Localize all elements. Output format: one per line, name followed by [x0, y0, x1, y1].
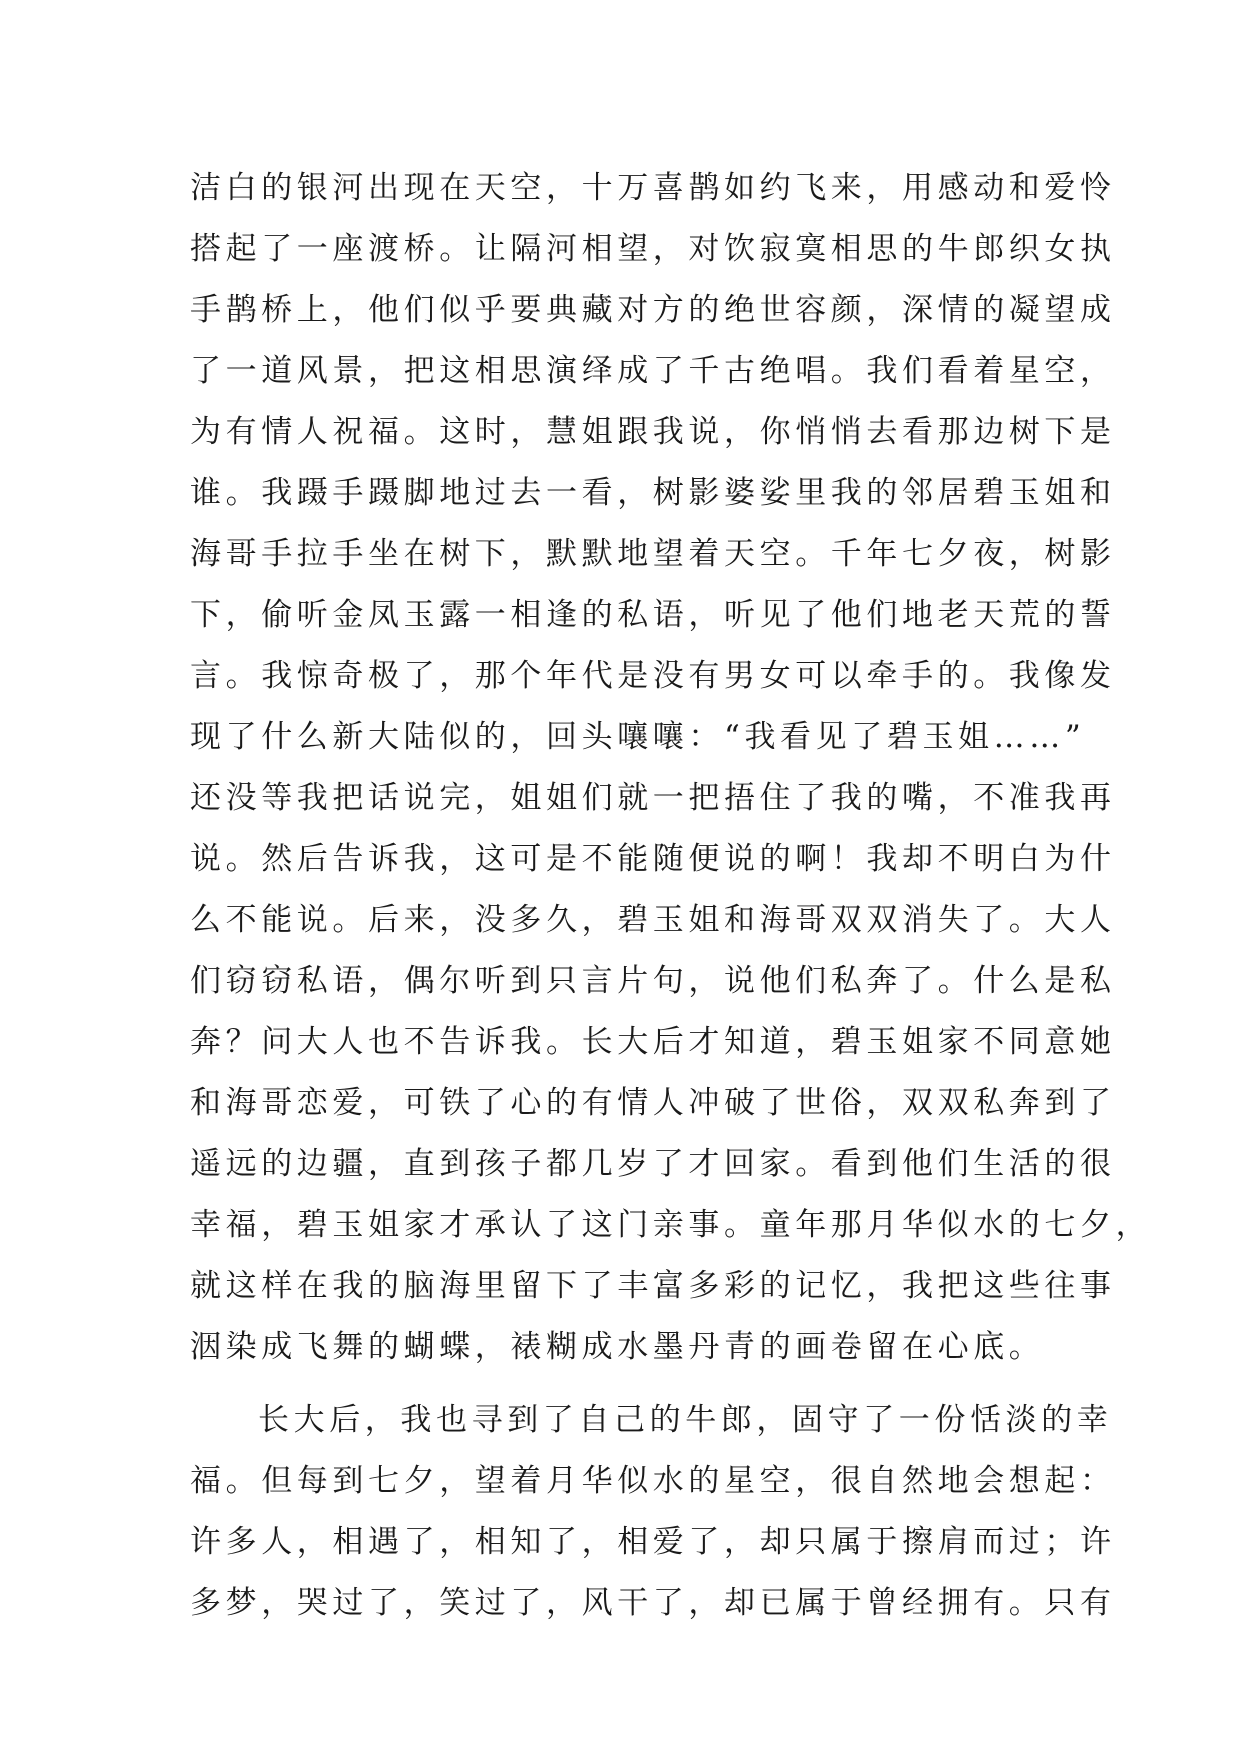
- text-line: 们窃窃私语，偶尔听到只言片句，说他们私奔了。什么是私: [190, 963, 1116, 999]
- text-line: 现了什么新大陆似的，回头嚷嚷：“我看见了碧玉姐……”: [190, 719, 1086, 755]
- text-line: 幸福，碧玉姐家才承认了这门亲事。童年那月华似水的七夕，: [190, 1207, 1152, 1243]
- text-line: 么不能说。后来，没多久，碧玉姐和海哥双双消失了。大人: [190, 902, 1116, 938]
- text-line: 洇染成飞舞的蝴蝶，裱糊成水墨丹青的画卷留在心底。: [190, 1329, 1045, 1365]
- text-line: 谁。我蹑手蹑脚地过去一看，树影婆娑里我的邻居碧玉姐和: [190, 475, 1116, 511]
- text-line: 洁白的银河出现在天空，十万喜鹊如约飞来，用感动和爱怜: [190, 170, 1116, 206]
- text-line: 了一道风景，把这相思演绎成了千古绝唱。我们看着星空，: [190, 353, 1116, 389]
- text-line: 福。但每到七夕，望着月华似水的星空，很自然地会想起：: [190, 1463, 1116, 1499]
- text-line: 言。我惊奇极了，那个年代是没有男女可以牵手的。我像发: [190, 658, 1116, 694]
- body-text: [190, 158, 1152, 1634]
- text-line: 奔？问大人也不告诉我。长大后才知道，碧玉姐家不同意她: [190, 1024, 1116, 1060]
- text-line: 搭起了一座渡桥。让隔河相望，对饮寂寞相思的牛郎织女执: [190, 231, 1116, 267]
- text-line: 遥远的边疆，直到孩子都几岁了才回家。看到他们生活的很: [190, 1146, 1116, 1182]
- text-line: 长大后，我也寻到了自己的牛郎，固守了一份恬淡的幸: [258, 1402, 1113, 1438]
- text-line: 还没等我把话说完，姐姐们就一把捂住了我的嘴，不准我再: [190, 780, 1116, 816]
- text-line: 许多人，相遇了，相知了，相爱了，却只属于擦肩而过；许: [190, 1524, 1116, 1560]
- text-line: 为有情人祝福。这时，慧姐跟我说，你悄悄去看那边树下是: [190, 414, 1116, 450]
- text-line: 和海哥恋爱，可铁了心的有情人冲破了世俗，双双私奔到了: [190, 1085, 1116, 1121]
- text-line: 手鹊桥上，他们似乎要典藏对方的绝世容颜，深情的凝望成: [190, 292, 1116, 328]
- text-line: 就这样在我的脑海里留下了丰富多彩的记忆，我把这些往事: [190, 1268, 1116, 1304]
- text-line: 多梦，哭过了，笑过了，风干了，却已属于曾经拥有。只有: [190, 1585, 1116, 1621]
- paragraph-spacing: [190, 1378, 1060, 1390]
- paragraph: [190, 1390, 1116, 1634]
- text-line: 下，偷听金凤玉露一相逢的私语，听见了他们地老天荒的誓: [190, 597, 1116, 633]
- text-line: 海哥手拉手坐在树下，默默地望着天空。千年七夕夜，树影: [190, 536, 1116, 572]
- paragraph: [190, 158, 1152, 1378]
- text-line: 说。然后告诉我，这可是不能随便说的啊！我却不明白为什: [190, 841, 1116, 877]
